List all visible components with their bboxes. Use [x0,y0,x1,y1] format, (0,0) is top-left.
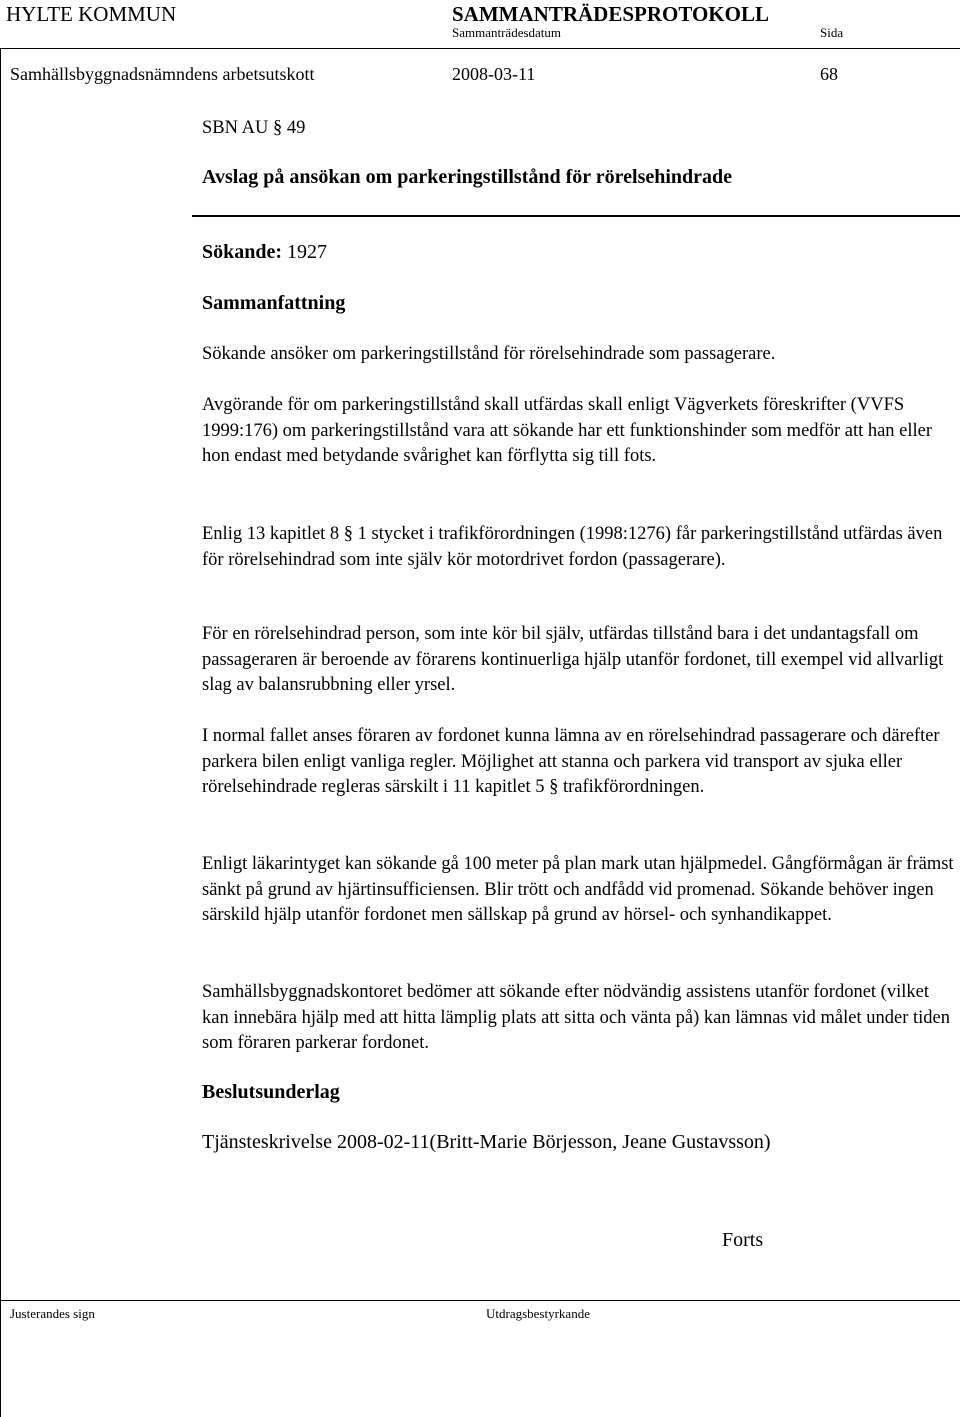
summary-paragraph: Samhällsbyggnadskontoret bedömer att sökande efter nödvändig assistens utanför fordonet (vilket kan innebära hjälp med att hitta lämplig plats att sitta och vänta på) kan lämnas vid målet under tiden som föraren parkerar fordonet. [202,982,950,1053]
continuation-note: Forts [722,1229,764,1251]
summary-paragraph: I normal fallet anses föraren av fordonet kunna lämna av en rörelsehindrad passagerare och därefter parkera bilen enligt vanliga regler. Möjlighet att stanna och parkera vid transport av sjuka eller rörelsehindrade regleras särskilt i 11 kapitlet 5 § trafikförordningen. [202,726,940,797]
page-number: 68 [820,64,838,84]
header-divider [0,48,960,49]
summary-paragraph: Enligt läkarintyget kan sökande gå 100 meter på plan mark utan hjälpmedel. Gångförmågan är främst sänkt på grund av hjärtinsufficiensen. Blir trött och andfådd vid promenad. Sökande behöver ingen särskild hjälp utanför fordonet men sällskap på grund av hörsel- och synhandikappet. [202,854,954,925]
page-label: Sida [820,25,844,40]
committee-name: Samhällsbyggnadsnämndens arbetsutskott [10,64,315,84]
signature-label: Justerandes sign [10,1306,95,1321]
meeting-date: 2008-03-11 [452,64,536,84]
certified-label: Utdragsbestyrkande [486,1306,590,1321]
title-divider [192,215,960,217]
footer-divider [0,1300,960,1301]
decision-basis-text: Tjänsteskrivelse 2008-02-11(Britt-Marie Börjesson, Jeane Gustavsson) [202,1131,771,1153]
applicant-line [202,240,954,266]
summary-paragraph: För en rörelsehindrad person, som inte kör bil själv, utfärdas tillstånd bara i det undantagsfall om passageraren är beroende av förarens kontinuerliga hjälp utanför fordonet, till exempel vid allvarligt slag av balansrubbning eller yrsel. [202,624,944,695]
summary-paragraph: Enlig 13 kapitlet 8 § 1 stycket i trafikförordningen (1998:1276) får parkeringstillstånd utfärdas även för rörelsehindrad som inte själv kör motordrivet fordon (passagerare). [202,524,943,570]
item-title: Avslag på ansökan om parkeringstillstånd för rörelsehindrade [202,166,733,188]
applicant-label: Sökande: [202,241,283,263]
summary-paragraph: Sökande ansöker om parkeringstillstånd för rörelsehindrade som passagerare. [202,344,776,364]
municipality-name: HYLTE KOMMUN [6,2,177,26]
document-type: SAMMANTRÄDESPROTOKOLL [452,2,769,26]
left-margin-line [0,48,1,1417]
decision-basis-heading: Beslutsunderlag [202,1081,340,1103]
applicant-value: 1927 [287,241,328,263]
summary-heading: Sammanfattning [202,292,346,314]
section-reference: SBN AU § 49 [202,118,306,138]
summary-paragraph: Avgörande för om parkeringstillstånd skall utfärdas skall enligt Vägverkets föreskrifter (VVFS 1999:176) om parkeringstillstånd vara att sökande har ett funktionshinder som medför att han eller hon endast med betydande svårighet kan förflytta sig till fots. [202,395,933,466]
meeting-date-label: Sammanträdesdatum [452,25,562,40]
